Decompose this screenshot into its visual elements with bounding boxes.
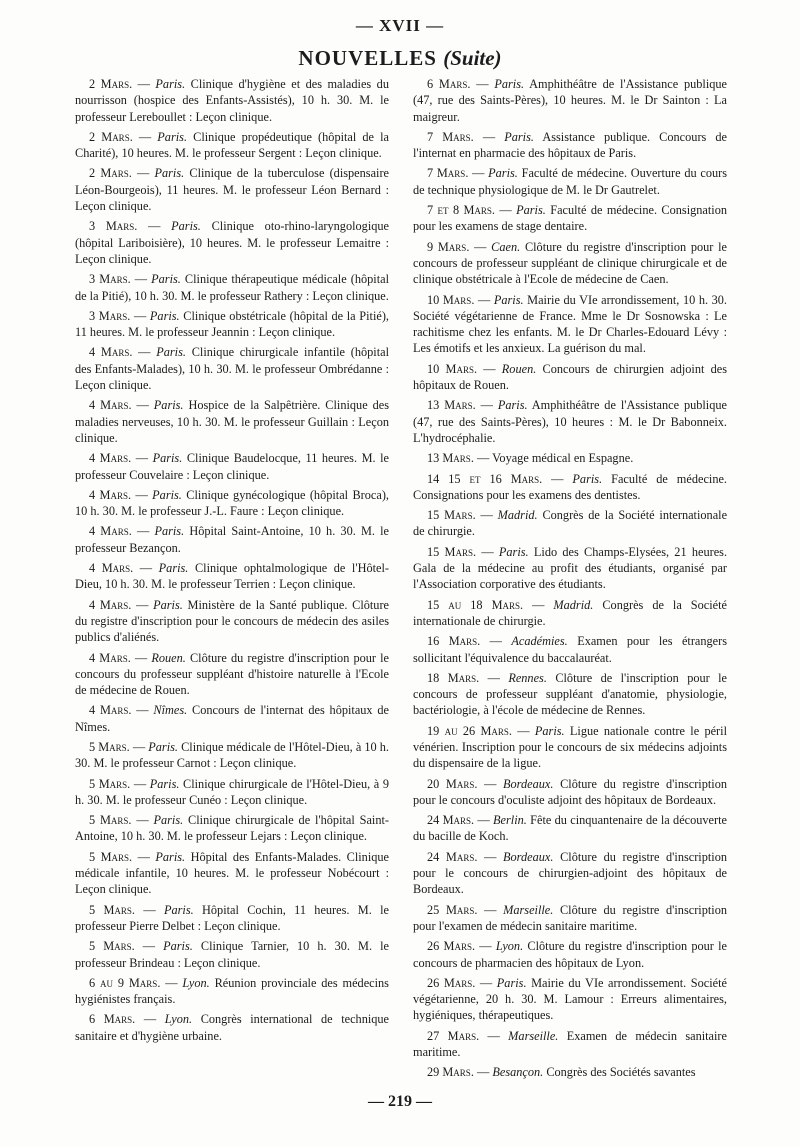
entry-date: 4 Mars.	[89, 524, 132, 539]
entry-text: Lido des Champs-Elysées, 21 heures. Gala de la médecine au profit des étudiants, organisé par l'Association corporative des étudiants.	[413, 544, 728, 592]
entry-text: Clinique d'hygiène et des maladies du nourrisson (hospice des Enfants-Assistés), 10 h. 30. M. le professeur Lereboullet : Leçon clinique.	[75, 77, 389, 124]
entry-date: 15 Mars.	[427, 544, 477, 559]
entry-date: 4 Mars.	[89, 650, 131, 665]
news-entry: 24 Mars. — Berlin. Fête du cinquantenaire de la découverte du bacille de Koch.	[413, 813, 727, 844]
entry-text: Clinique chirurgicale de l'hôpital Saint-Antoine, 10 h. 30. M. le professeur Lejars : Leçon clinique.	[75, 813, 389, 844]
entry-city: Paris.	[156, 345, 186, 360]
news-entry: 4 Mars. — Rouen. Clôture du registre d'inscription pour le concours du professeur suppléant d'histoire naturelle à l'Ecole de médecine de Rouen.	[75, 650, 389, 698]
news-entry: 3 Mars. — Paris. Clinique oto-rhino-laryngologique (hôpital Lariboisière), 10 heures. M. le professeur Lemaitre : Leçon clinique.	[75, 219, 389, 266]
entry-text: Clôture du registre d'inscription pour l'examen de médecin sanitaire maritime.	[413, 902, 727, 933]
news-entry: 10 Mars. — Paris. Mairie du VIe arrondissement, 10 h. 30. Société végétarienne de France. Mme le Dr Sosnowska : Le rachitisme chez les enfants. M. le Dr Charles-Edouard Lévy : Les émotifs et les anxieux. La guérison du mal.	[413, 292, 727, 356]
entry-city: Rennes.	[508, 670, 547, 685]
entry-date: 24 Mars.	[427, 849, 478, 864]
news-entry: 5 Mars. — Paris. Clinique Tarnier, 10 h. 30. M. le professeur Brindeau : Leçon clinique.	[75, 939, 389, 970]
news-entry: 7 Mars. — Paris. Faculté de médecine. Ouverture du cours de technique physiologique de M. le Dr Gautrelet.	[413, 166, 727, 197]
entry-date: 2 Mars.	[89, 166, 132, 181]
entry-date: 5 Mars.	[89, 939, 135, 954]
news-entry: 25 Mars. — Marseille. Clôture du registre d'inscription pour l'examen de médecin sanitaire maritime.	[413, 902, 727, 933]
entry-city: Bordeaux.	[503, 776, 554, 791]
news-entry: 15 Mars. — Paris. Lido des Champs-Elysées, 21 heures. Gala de la médecine au profit des étudiants, organisé par l'Association corporative des étudiants.	[413, 544, 728, 592]
entry-date: 18 Mars.	[427, 670, 480, 685]
entry-city: Marseille.	[503, 902, 554, 917]
news-entry: 2 Mars. — Paris. Clinique d'hygiène et des maladies du nourrisson (hospice des Enfants-Assistés), 10 h. 30. M. le professeur Lereboullet : Leçon clinique.	[75, 77, 389, 124]
entry-city: Académies.	[511, 634, 568, 649]
entry-date: 2 Mars.	[89, 77, 133, 91]
news-entry: 13 Mars. — Voyage médical en Espagne.	[427, 451, 634, 466]
entry-date: 19 au 26 Mars.	[427, 723, 512, 738]
entry-text: Mairie du VIe arrondissement, 10 h. 30. Société végétarienne de France. Mme le Dr Sosnowska : Le rachitisme chez les enfants. M. le Dr Charles-Edouard Lévy : Les émotifs et les anxieux. La guérison du mal.	[413, 292, 727, 356]
section-title-main: NOUVELLES	[298, 46, 437, 70]
entry-date: 5 Mars.	[89, 849, 133, 864]
left-column	[75, 76, 389, 1048]
entry-date: 9 Mars.	[427, 239, 470, 254]
entry-city: Paris.	[158, 561, 189, 576]
entry-city: Paris.	[497, 398, 528, 413]
entry-city: Paris.	[157, 129, 188, 144]
entry-city: Paris.	[149, 308, 180, 323]
entry-text: Clôture de l'inscription pour le concours de professeur suppléant d'anatomie, physiologie, bactériologie, à l'école de médecine de Rennes.	[413, 670, 728, 718]
entry-date: 4 Mars.	[89, 487, 132, 502]
entry-date: 4 Mars.	[89, 398, 132, 413]
entry-city: Paris.	[154, 524, 185, 539]
entry-date: 7 Mars.	[427, 166, 469, 181]
entry-date: 2 Mars.	[89, 129, 133, 144]
entry-date: 4 Mars.	[89, 597, 132, 612]
news-entry: 4 Mars. — Paris. Clinique ophtalmologique de l'Hôtel-Dieu, 10 h. 30. M. le professeur Terrien : Leçon clinique.	[75, 561, 389, 592]
entry-text: Hôpital des Enfants-Malades. Clinique médicale infantile, 10 heures. M. le professeur Nobécourt : Leçon clinique.	[75, 849, 389, 897]
entry-city: Paris.	[496, 975, 527, 990]
entry-text: Congrès international de technique sanitaire et d'hygiène urbaine.	[75, 1012, 390, 1043]
news-entry: 4 Mars. — Paris. Hospice de la Salpêtrière. Clinique des maladies nerveuses, 10 h. 30. M. le professeur Guillain : Leçon clinique.	[75, 398, 389, 445]
news-entry: 5 Mars. — Paris. Clinique chirurgicale de l'hôpital Saint-Antoine, 10 h. 30. M. le professeur Lejars : Leçon clinique.	[75, 813, 389, 844]
entry-date: 4 Mars.	[89, 345, 133, 360]
entry-city: Lyon.	[164, 1012, 193, 1027]
entry-city: Besançon.	[492, 1065, 544, 1080]
entry-city: Paris.	[152, 451, 183, 466]
entry-text: Clôture du registre d'inscription pour le concours de professeur suppléant de clinique chirurgicale et de clinique obstétricale à l'Ecole de médecine de Caen.	[413, 239, 728, 287]
entry-text: Examen pour les étrangers sollicitant l'équivalence du baccalauréat.	[413, 634, 728, 665]
news-entry: 6 Mars. — Lyon. Congrès international de technique sanitaire et d'hygiène urbaine.	[75, 1012, 390, 1043]
entry-text: Clôture du registre d'inscription pour le concours du professeur suppléant d'histoire naturelle à l'Ecole de médecine de Rouen.	[75, 650, 389, 698]
entry-date: 7 et 8 Mars.	[427, 203, 495, 218]
news-entry: 5 Mars. — Paris. Hôpital Cochin, 11 heures. M. le professeur Pierre Delbet : Leçon clinique.	[75, 902, 389, 933]
entry-date: 6 Mars.	[427, 77, 471, 91]
entry-text: Clinique chirurgicale infantile (hôpital des Enfants-Malades), 10 h. 30. M. le professeur Ombrédanne : Leçon clinique.	[75, 345, 390, 393]
entry-text: Faculté de médecine. Ouverture du cours de technique physiologique de M. le Dr Gautrelet.	[413, 166, 727, 197]
entry-text: Voyage médical en Espagne.	[492, 451, 634, 466]
entry-date: 3 Mars.	[89, 308, 131, 323]
entry-city: Paris.	[493, 292, 524, 307]
entry-date: 5 Mars.	[89, 739, 130, 754]
entry-city: Paris.	[154, 166, 185, 181]
entry-text: Clinique propédeutique (hôpital de la Charité), 10 heures. M. le professeur Sergent : Leçon clinique.	[75, 129, 389, 161]
entry-text: Concours de l'internat des hôpitaux de Nîmes.	[75, 703, 389, 734]
entry-text: Hôpital Cochin, 11 heures. M. le professeur Pierre Delbet : Leçon clinique.	[75, 902, 389, 933]
entry-city: Paris.	[171, 219, 201, 234]
entry-city: Madrid.	[553, 597, 594, 612]
entry-date: 6 au 9 Mars.	[89, 975, 161, 990]
entry-city: Bordeaux.	[503, 849, 554, 864]
roman-page-number: — XVII —	[355, 16, 445, 35]
entry-date: 3 Mars.	[89, 219, 138, 234]
entry-text: Ligue nationale contre le péril vénérien. Inscription pour le concours de six médecins adjoints du dispensaire de la ligue.	[413, 723, 727, 771]
entry-city: Lyon.	[182, 975, 210, 990]
entry-date: 27 Mars.	[427, 1028, 480, 1043]
section-title	[0, 46, 800, 71]
news-entry: 10 Mars. — Rouen. Concours de chirurgien adjoint des hôpitaux de Rouen.	[413, 361, 728, 393]
entry-text: Clinique obstétricale (hôpital de la Pitié), 11 heures. M. le professeur Jeannin : Leçon clinique.	[75, 308, 389, 340]
news-entry: 26 Mars. — Lyon. Clôture du registre d'inscription pour le concours de pharmacien des hôpitaux de Lyon.	[413, 939, 728, 970]
entry-text: Congrès de la Société internationale de chirurgie.	[413, 597, 727, 628]
entry-text: Hôpital Saint-Antoine, 10 h. 30. M. le professeur Bezançon.	[75, 524, 389, 555]
entry-text: Clôture du registre d'inscription pour le concours de chirurgien-adjoint des hôpitaux de Bordeaux.	[413, 849, 728, 897]
right-column	[413, 76, 727, 1085]
entry-text: Clinique de la tuberculose (dispensaire Léon-Bourgeois), 11 heures. M. le professeur Léon Bernard : Leçon clinique.	[75, 166, 389, 214]
entry-text: Clinique gynécologique (hôpital Broca), 10 h. 30. M. le professeur J.-L. Faure : Leçon clinique.	[75, 487, 390, 519]
entry-text: Hospice de la Salpêtrière. Clinique des maladies nerveuses, 10 h. 30. M. le professeur Guillain : Leçon clinique.	[75, 398, 389, 445]
news-entry: 24 Mars. — Bordeaux. Clôture du registre d'inscription pour le concours de chirurgien-adjoint des hôpitaux de Bordeaux.	[413, 849, 728, 897]
entry-city: Paris.	[148, 739, 178, 754]
news-entry: 4 Mars. — Paris. Clinique chirurgicale infantile (hôpital des Enfants-Malades), 10 h. 30. M. le professeur Ombrédanne : Leçon clinique.	[75, 345, 390, 393]
entry-date: 5 Mars.	[89, 902, 135, 917]
news-entry: 29 Mars. — Besançon. Congrès des Sociétés savantes	[427, 1065, 696, 1080]
news-entry: 5 Mars. — Paris. Clinique chirurgicale de l'Hôtel-Dieu, à 9 h. 30. M. le professeur Cunéo : Leçon clinique.	[75, 776, 389, 807]
entry-city: Paris.	[155, 77, 186, 91]
entry-text: Clôture du registre d'inscription pour le concours de pharmacien des hôpitaux de Lyon.	[413, 939, 728, 970]
news-entry: 19 au 26 Mars. — Paris. Ligue nationale contre le péril vénérien. Inscription pour le concours de six médecins adjoints du dispensaire de la ligue.	[413, 723, 727, 771]
entry-date: 10 Mars.	[427, 292, 475, 307]
entry-date: 4 Mars.	[89, 703, 132, 718]
entry-city: Rouen.	[501, 361, 537, 376]
news-entry: 2 Mars. — Paris. Clinique de la tuberculose (dispensaire Léon-Bourgeois), 11 heures. M. le professeur Léon Bernard : Leçon clinique.	[75, 166, 389, 214]
entry-text: Clinique oto-rhino-laryngologique (hôpital Lariboisière), 10 heures. M. le professeur Lemaitre : Leçon clinique.	[75, 219, 389, 266]
entry-text: Clinique chirurgicale de l'Hôtel-Dieu, à 9 h. 30. M. le professeur Cunéo : Leçon clinique.	[75, 776, 389, 807]
entry-text: Clinique ophtalmologique de l'Hôtel-Dieu, 10 h. 30. M. le professeur Terrien : Leçon clinique.	[75, 561, 389, 592]
entry-date: 13 Mars.	[427, 398, 476, 413]
entry-city: Paris.	[504, 129, 534, 144]
entry-date: 3 Mars.	[89, 272, 131, 287]
page-number: — 219 —	[368, 1093, 432, 1110]
entry-city: Madrid.	[497, 508, 538, 523]
news-entry: 4 Mars. — Nîmes. Concours de l'internat des hôpitaux de Nîmes.	[75, 703, 389, 734]
entry-text: Clinique Baudelocque, 11 heures. M. le professeur Couvelaire : Leçon clinique.	[75, 451, 389, 482]
entry-date: 5 Mars.	[89, 776, 131, 791]
news-entry: 4 Mars. — Paris. Clinique Baudelocque, 11 heures. M. le professeur Couvelaire : Leçon clinique.	[75, 451, 389, 482]
news-entry: 2 Mars. — Paris. Clinique propédeutique (hôpital de la Charité), 10 heures. M. le professeur Sergent : Leçon clinique.	[75, 129, 389, 161]
section-title-suffix: (Suite)	[443, 46, 502, 70]
entry-text: Concours de chirurgien adjoint des hôpitaux de Rouen.	[413, 361, 728, 393]
entry-date: 26 Mars.	[427, 939, 476, 954]
entry-date: 14 15 et 16 Mars.	[427, 471, 543, 486]
entry-date: 4 Mars.	[89, 451, 132, 466]
entry-date: 6 Mars.	[89, 1012, 136, 1027]
news-entry: 27 Mars. — Marseille. Examen de médecin sanitaire maritime.	[413, 1028, 727, 1060]
entry-city: Paris.	[516, 203, 546, 218]
entry-city: Paris.	[572, 471, 603, 486]
entry-text: Mairie du VIe arrondissement. Société végétarienne, 20 h. 30. M. Lamour : Erreurs alimentaires, hygiéniques, thérapeutiques.	[413, 975, 728, 1023]
entry-date: 26 Mars.	[427, 975, 476, 990]
entry-city: Paris.	[151, 272, 181, 287]
entry-city: Paris.	[534, 723, 565, 738]
entry-city: Paris.	[155, 849, 186, 864]
entry-date: 7 Mars.	[427, 129, 474, 144]
entry-text: Clinique Tarnier, 10 h. 30. M. le professeur Brindeau : Leçon clinique.	[75, 939, 389, 970]
entry-city: Marseille.	[508, 1028, 559, 1043]
news-entry: 4 Mars. — Paris. Clinique gynécologique (hôpital Broca), 10 h. 30. M. le professeur J.-L. Faure : Leçon clinique.	[75, 487, 390, 519]
news-entry: 15 Mars. — Madrid. Congrès de la Société internationale de chirurgie.	[413, 508, 728, 539]
entry-city: Paris.	[498, 544, 529, 559]
entry-city: Paris.	[163, 939, 193, 954]
entry-text: Amphithéâtre de l'Assistance publique (47, rue des Saints-Pères), 10 heures. M. le Dr Sainton : La maigreur.	[413, 77, 727, 124]
entry-date: 15 au 18 Mars.	[427, 597, 524, 612]
news-entry: 15 au 18 Mars. — Madrid. Congrès de la Société internationale de chirurgie.	[413, 597, 727, 628]
news-entry: 14 15 et 16 Mars. — Paris. Faculté de médecine. Consignations pour les examens des dentistes.	[413, 471, 727, 502]
news-entry: 4 Mars. — Paris. Hôpital Saint-Antoine, 10 h. 30. M. le professeur Bezançon.	[75, 524, 389, 555]
entry-city: Paris.	[152, 487, 182, 502]
entry-text: Fête du cinquantenaire de la découverte du bacille de Koch.	[413, 813, 727, 844]
entry-city: Paris.	[153, 597, 183, 612]
entry-date: 24 Mars.	[427, 813, 475, 828]
entry-date: 10 Mars.	[427, 361, 478, 376]
entry-text: Clôture du registre d'inscription pour le concours d'oculiste adjoint des hôpitaux de Bordeaux.	[413, 776, 728, 807]
entry-city: Paris.	[149, 776, 180, 791]
news-entry: 26 Mars. — Paris. Mairie du VIe arrondissement. Société végétarienne, 20 h. 30. M. Lamour : Erreurs alimentaires, hygiéniques, thérapeutiques.	[413, 975, 728, 1023]
entry-city: Paris.	[488, 166, 518, 181]
entry-text: Amphithéâtre de l'Assistance publique (47, rue des Saints-Pères), 10 heures : M. le Dr Babonneix. L'hydrocéphalie.	[413, 398, 727, 445]
entry-city: Rouen.	[151, 650, 186, 665]
entry-text: Assistance publique. Concours de l'internat en pharmacie des hôpitaux de Paris.	[413, 129, 727, 161]
entry-date: 5 Mars.	[89, 813, 132, 828]
entry-text: Clinique thérapeutique médicale (hôpital de la Pitié), 10 h. 30. M. le professeur Rathery : Leçon clinique.	[75, 272, 389, 303]
entry-city: Paris.	[494, 77, 525, 91]
news-entry: 18 Mars. — Rennes. Clôture de l'inscription pour le concours de professeur suppléant d'anatomie, physiologie, bactériologie, à l'école de médecine de Rennes.	[413, 670, 728, 718]
news-entry: 9 Mars. — Caen. Clôture du registre d'inscription pour le concours de professeur suppléant de clinique chirurgicale et de clinique obstétricale à l'Ecole de médecine de Caen.	[413, 239, 728, 287]
entry-text: Faculté de médecine. Consignation pour les examens de stage dentaire.	[413, 203, 727, 234]
entry-text: Examen de médecin sanitaire maritime.	[413, 1028, 727, 1060]
entry-date: 13 Mars.	[427, 451, 474, 466]
entry-text: Réunion provinciale des médecins hygiénistes français.	[75, 975, 389, 1007]
entry-text: Faculté de médecine. Consignations pour les examens des dentistes.	[413, 471, 727, 502]
news-entry: 13 Mars. — Paris. Amphithéâtre de l'Assistance publique (47, rue des Saints-Pères), 10 heures : M. le Dr Babonneix. L'hydrocéphalie.	[413, 398, 727, 445]
entry-text: Congrès de la Société internationale de chirurgie.	[413, 508, 728, 539]
news-entry: 4 Mars. — Paris. Ministère de la Santé publique. Clôture du registre d'inscription pour le concours de médecin des asiles publics d'aliénés.	[75, 597, 389, 645]
entry-text: Congrès des Sociétés savantes	[546, 1065, 696, 1080]
entry-date: 15 Mars.	[427, 508, 476, 523]
news-entry: 20 Mars. — Bordeaux. Clôture du registre d'inscription pour le concours d'oculiste adjoint des hôpitaux de Bordeaux.	[413, 776, 728, 807]
news-entry: 7 Mars. — Paris. Assistance publique. Concours de l'internat en pharmacie des hôpitaux de Paris.	[413, 129, 727, 161]
entry-city: Paris.	[153, 398, 184, 413]
entry-date: 4 Mars.	[89, 561, 134, 576]
news-entry: 5 Mars. — Paris. Hôpital des Enfants-Malades. Clinique médicale infantile, 10 heures. M. le professeur Nobécourt : Leçon clinique.	[75, 849, 389, 897]
entry-text: Ministère de la Santé publique. Clôture du registre d'inscription pour le concours de médecin des asiles publics d'aliénés.	[75, 597, 389, 645]
entry-date: 16 Mars.	[427, 634, 481, 649]
news-entry: 3 Mars. — Paris. Clinique thérapeutique médicale (hôpital de la Pitié), 10 h. 30. M. le professeur Rathery : Leçon clinique.	[75, 272, 389, 303]
entry-date: 29 Mars.	[427, 1065, 474, 1080]
entry-text: Clinique médicale de l'Hôtel-Dieu, à 10 h. 30. M. le professeur Carnot : Leçon clinique.	[75, 739, 389, 771]
news-entry: 7 et 8 Mars. — Paris. Faculté de médecine. Consignation pour les examens de stage dentaire.	[413, 203, 727, 234]
news-entry: 6 Mars. — Paris. Amphithéâtre de l'Assistance publique (47, rue des Saints-Pères), 10 heures. M. le Dr Sainton : La maigreur.	[413, 77, 727, 124]
news-entry: 6 au 9 Mars. — Lyon. Réunion provinciale des médecins hygiénistes français.	[75, 975, 389, 1007]
entry-city: Berlin.	[493, 813, 527, 828]
entry-date: 25 Mars.	[427, 902, 478, 917]
news-entry: 5 Mars. — Paris. Clinique médicale de l'Hôtel-Dieu, à 10 h. 30. M. le professeur Carnot : Leçon clinique.	[75, 739, 389, 771]
entry-city: Lyon.	[495, 939, 524, 954]
entry-city: Caen.	[491, 239, 521, 254]
entry-city: Nîmes.	[153, 703, 188, 718]
entry-city: Paris.	[153, 813, 184, 828]
news-entry: 3 Mars. — Paris. Clinique obstétricale (hôpital de la Pitié), 11 heures. M. le professeur Jeannin : Leçon clinique.	[75, 308, 389, 340]
entry-date: 20 Mars.	[427, 776, 478, 791]
entry-city: Paris.	[163, 902, 194, 917]
news-entry: 16 Mars. — Académies. Examen pour les étrangers sollicitant l'équivalence du baccalauréat.	[413, 634, 728, 665]
